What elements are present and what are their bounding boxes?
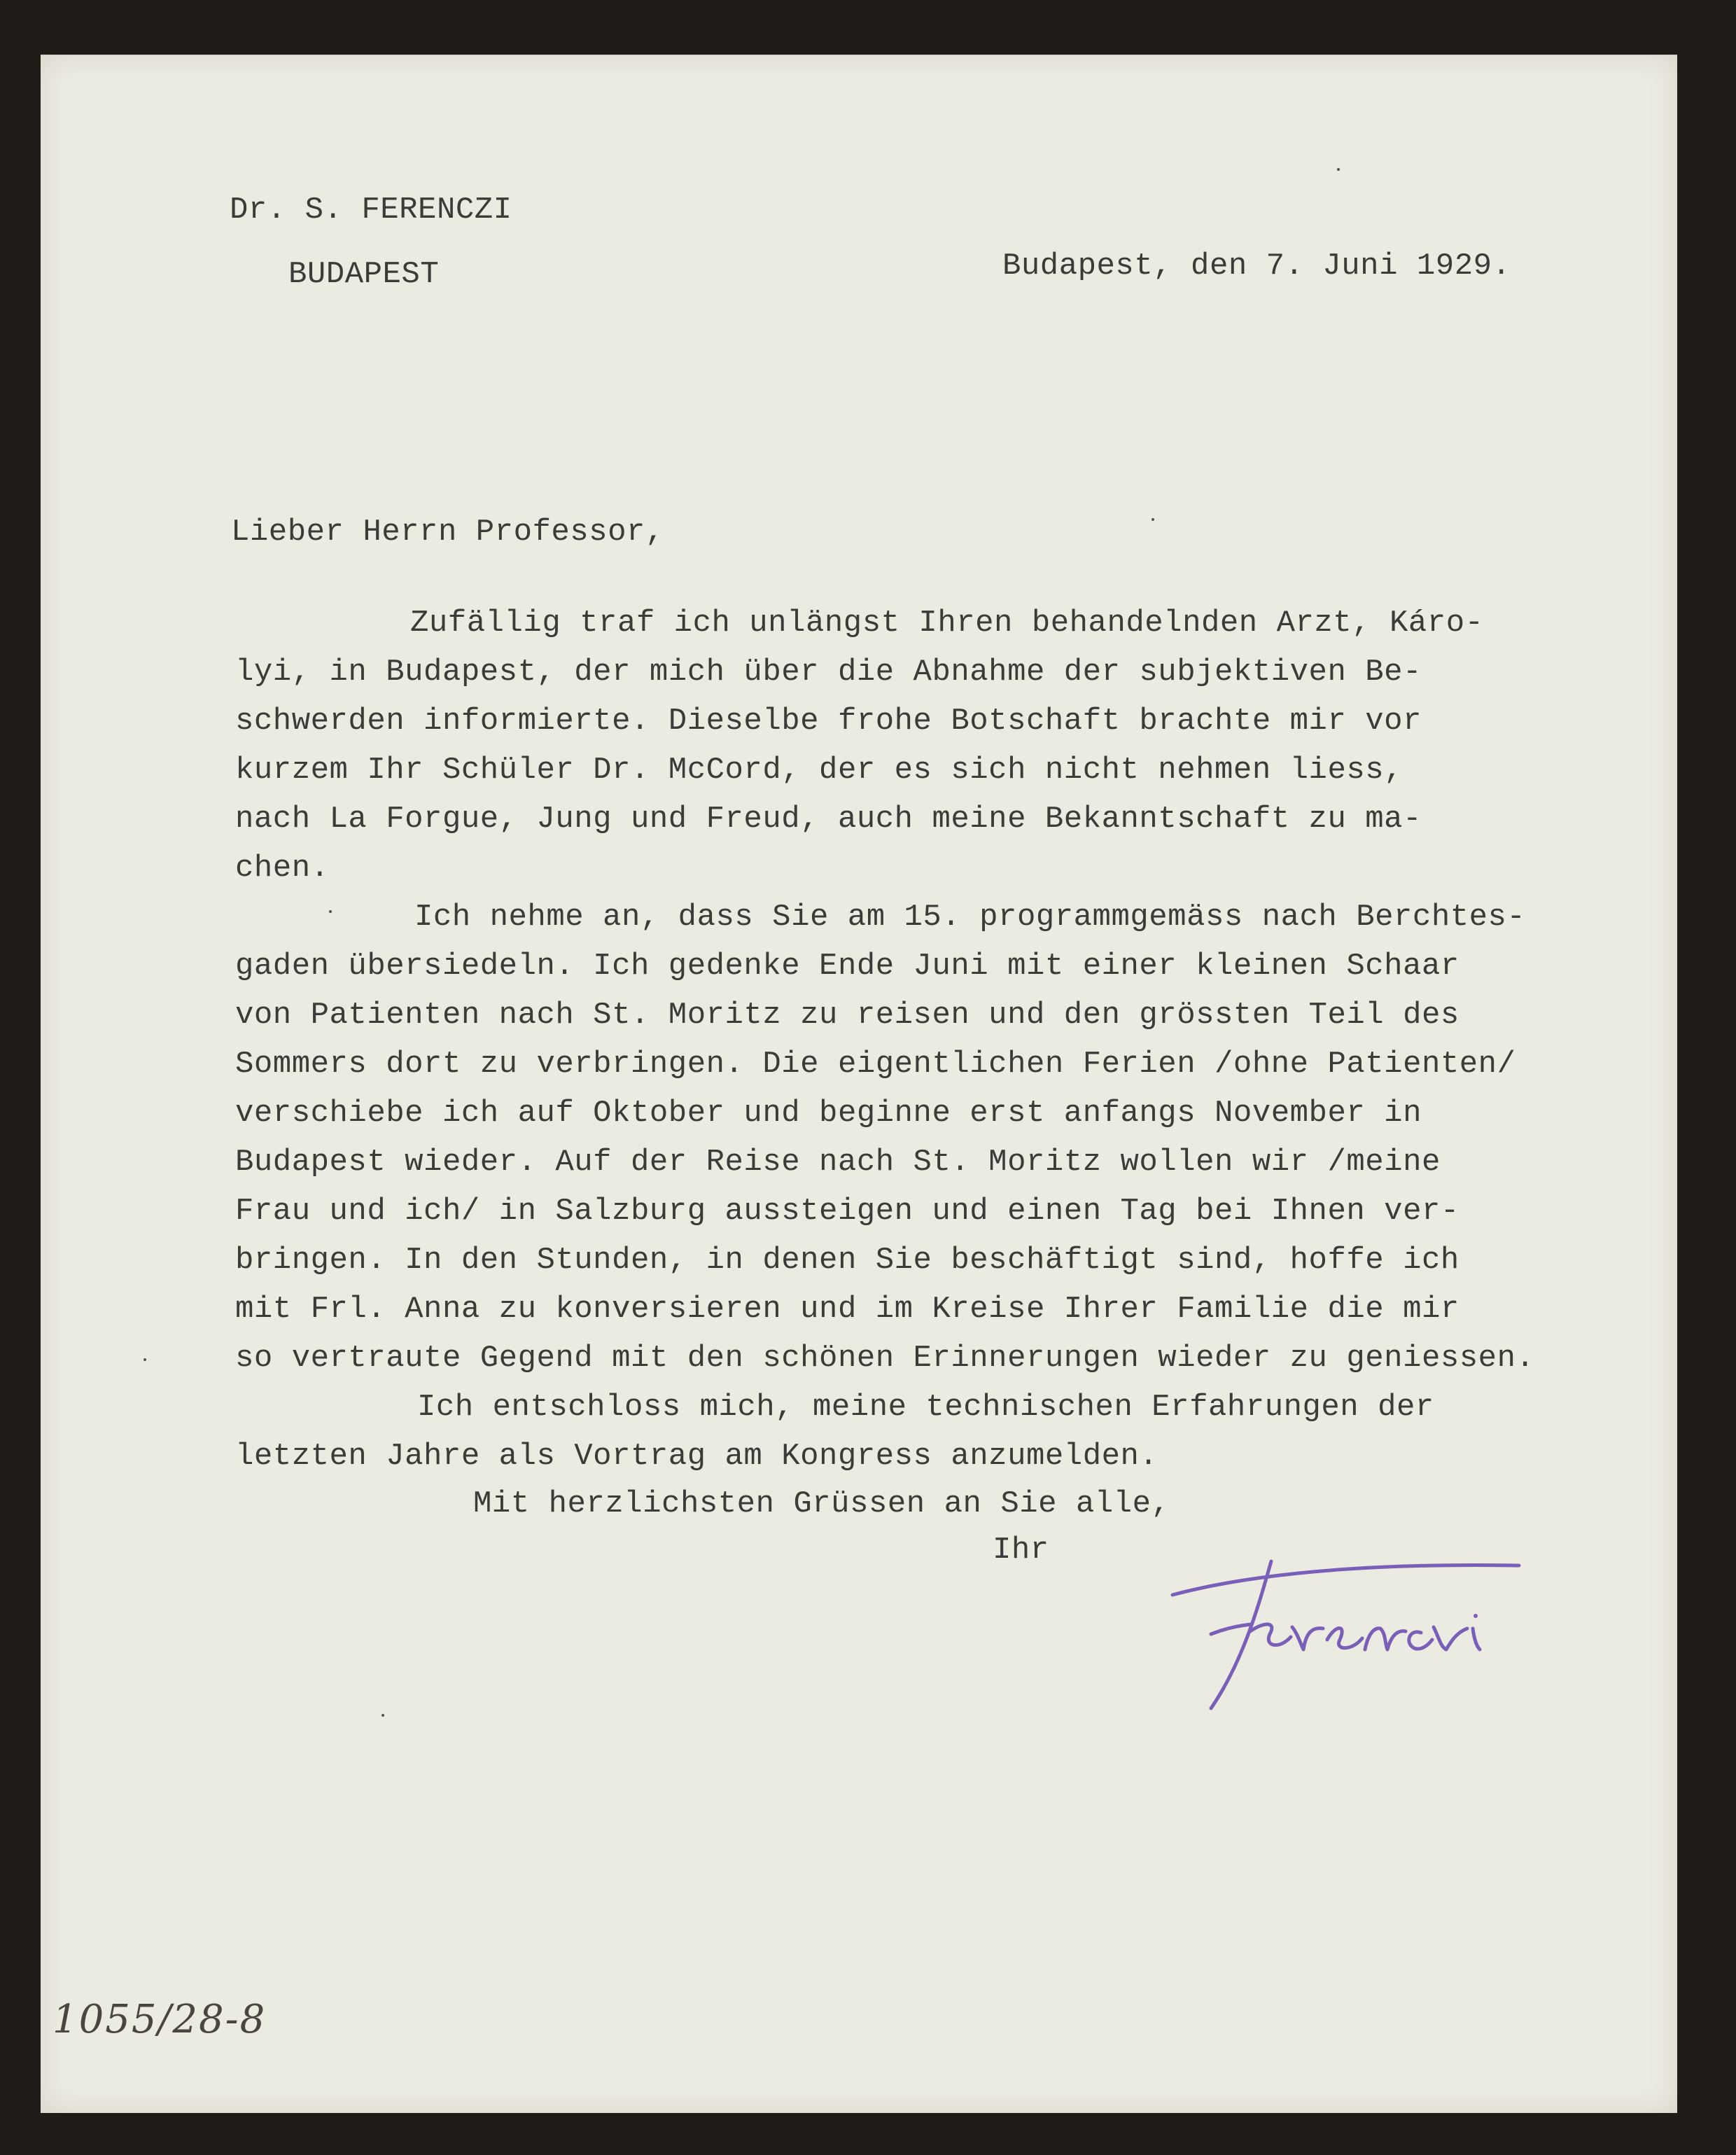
paper-speck — [382, 1714, 384, 1717]
body-line: Ich nehme an, dass Sie am 15. programmgemäss nach Berchtes- — [414, 900, 1526, 935]
body-line: gaden übersiedeln. Ich gedenke Ende Juni mit einer kleinen Schaar — [235, 949, 1460, 984]
body-line: letzten Jahre als Vortrag am Kongress anzumelden. — [235, 1439, 1158, 1474]
letter-sheet — [41, 55, 1677, 2113]
body-line: bringen. In den Stunden, in denen Sie beschäftigt sind, hoffe ich — [235, 1243, 1460, 1278]
body-line: chen. — [235, 851, 330, 886]
date-line: Budapest, den 7. Juni 1929. — [1002, 249, 1511, 284]
closing: Mit herzlichsten Grüssen an Sie alle, — [473, 1486, 1170, 1521]
body-line: schwerden informierte. Dieselbe frohe Botschaft brachte mir vor — [235, 704, 1422, 739]
paper-speck — [329, 910, 332, 913]
body-line: von Patienten nach St. Moritz zu reisen und den grössten Teil des — [235, 998, 1460, 1033]
paper-speck — [1152, 518, 1154, 521]
body-line: Frau und ich/ in Salzburg aussteigen und einen Tag bei Ihnen ver- — [235, 1194, 1460, 1229]
archive-number: 1055/28-8 — [52, 1997, 267, 2042]
body-line: verschiebe ich auf Oktober und beginne erst anfangs November in — [235, 1096, 1422, 1131]
body-line: lyi, in Budapest, der mich über die Abnahme der subjektiven Be- — [235, 655, 1422, 690]
paper-speck — [1337, 168, 1340, 171]
body-line: Ich entschloss mich, meine technischen Erfahrungen der — [417, 1390, 1434, 1425]
body-line: so vertraute Gegend mit den schönen Erinnerungen wieder zu geniessen. — [235, 1341, 1535, 1376]
body-line: nach La Forgue, Jung und Freud, auch meine Bekanntschaft zu ma- — [235, 802, 1422, 837]
salutation: Lieber Herrn Professor, — [231, 515, 664, 550]
body-line: kurzem Ihr Schüler Dr. McCord, der es sich nicht nehmen liess, — [235, 753, 1404, 788]
body-line: Budapest wieder. Auf der Reise nach St. Moritz wollen wir /meine — [235, 1145, 1441, 1180]
body-line: mit Frl. Anna zu konversieren und im Kreise Ihrer Familie die mir — [235, 1292, 1460, 1327]
signature — [1127, 1484, 1533, 1722]
letterhead-name: Dr. S. FERENCZI — [230, 193, 512, 228]
paper-speck — [144, 1358, 146, 1361]
closing-ihr: Ihr — [993, 1533, 1049, 1568]
letterhead-city: BUDAPEST — [288, 257, 440, 292]
body-line: Zufällig traf ich unlängst Ihren behandelnden Arzt, Káro- — [410, 606, 1484, 641]
body-line: Sommers dort zu verbringen. Die eigentlichen Ferien /ohne Patienten/ — [235, 1047, 1516, 1082]
